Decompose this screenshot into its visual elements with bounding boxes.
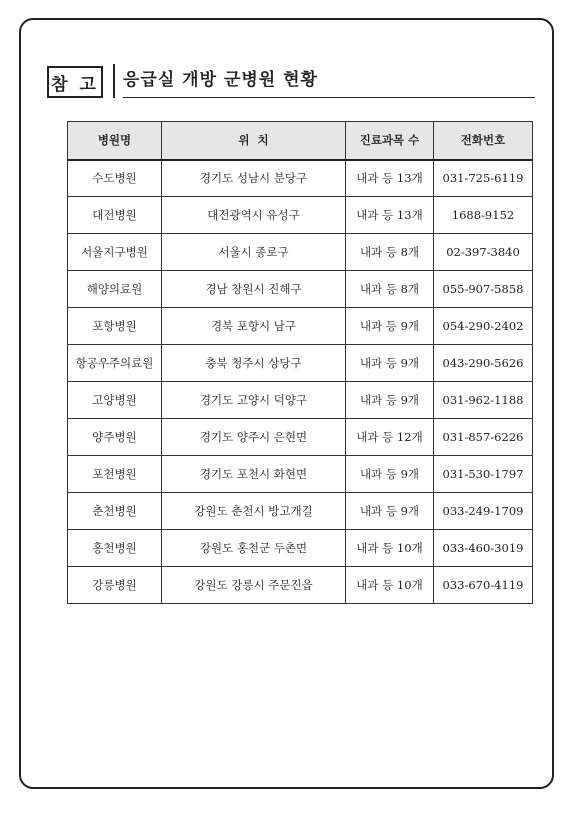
phone-cell: 055-907-5858 <box>434 271 533 308</box>
table-row <box>68 160 533 197</box>
location-cell: 강원도 강릉시 주문진읍 <box>162 567 346 604</box>
department-count-cell: 내과 등 9개 <box>346 308 434 345</box>
department-count-cell: 내과 등 13개 <box>346 197 434 234</box>
section-header <box>47 64 535 98</box>
table-row <box>68 197 533 234</box>
department-count-cell: 내과 등 10개 <box>346 567 434 604</box>
table-row <box>68 345 533 382</box>
hospital-name-cell: 춘천병원 <box>68 493 162 530</box>
department-count-cell: 내과 등 8개 <box>346 271 434 308</box>
table-row <box>68 419 533 456</box>
phone-cell: 031-857-6226 <box>434 419 533 456</box>
location-cell: 대전광역시 유성구 <box>162 197 346 234</box>
reference-tag: 참 고 <box>47 66 103 98</box>
location-cell: 경기도 양주시 은현면 <box>162 419 346 456</box>
hospital-name-cell: 해양의료원 <box>68 271 162 308</box>
hospital-name-cell: 포항병원 <box>68 308 162 345</box>
location-cell: 경북 포항시 남구 <box>162 308 346 345</box>
hospital-name-cell: 수도병원 <box>68 160 162 197</box>
location-cell: 충북 청주시 상당구 <box>162 345 346 382</box>
header-hospital-name: 병원명 <box>68 122 162 160</box>
department-count-cell: 내과 등 9개 <box>346 456 434 493</box>
location-cell: 서울시 종로구 <box>162 234 346 271</box>
phone-cell: 031-530-1797 <box>434 456 533 493</box>
hospital-table <box>67 121 533 604</box>
hospital-name-cell: 항공우주의료원 <box>68 345 162 382</box>
page-title: 응급실 개방 군병원 현황 <box>123 70 318 90</box>
location-cell: 강원도 춘천시 방고개길 <box>162 493 346 530</box>
table-row <box>68 382 533 419</box>
phone-cell: 033-249-1709 <box>434 493 533 530</box>
table-row <box>68 456 533 493</box>
location-cell: 경기도 포천시 화현면 <box>162 456 346 493</box>
hospital-name-cell: 강릉병원 <box>68 567 162 604</box>
header-location: 위 치 <box>162 122 346 160</box>
table-row <box>68 234 533 271</box>
department-count-cell: 내과 등 9개 <box>346 493 434 530</box>
hospital-name-cell: 서울지구병원 <box>68 234 162 271</box>
table-row <box>68 308 533 345</box>
table-row <box>68 567 533 604</box>
table-row <box>68 530 533 567</box>
location-cell: 경기도 성남시 분당구 <box>162 160 346 197</box>
hospital-name-cell: 고양병원 <box>68 382 162 419</box>
department-count-cell: 내과 등 9개 <box>346 345 434 382</box>
department-count-cell: 내과 등 10개 <box>346 530 434 567</box>
header-phone: 전화번호 <box>434 122 533 160</box>
department-count-cell: 내과 등 9개 <box>346 382 434 419</box>
phone-cell: 031-725-6119 <box>434 160 533 197</box>
hospital-name-cell: 양주병원 <box>68 419 162 456</box>
location-cell: 경남 창원시 진해구 <box>162 271 346 308</box>
table-row <box>68 271 533 308</box>
hospital-name-cell: 대전병원 <box>68 197 162 234</box>
department-count-cell: 내과 등 8개 <box>346 234 434 271</box>
phone-cell: 02-397-3840 <box>434 234 533 271</box>
header-divider <box>113 64 115 98</box>
location-cell: 강원도 홍천군 두촌면 <box>162 530 346 567</box>
phone-cell: 031-962-1188 <box>434 382 533 419</box>
header-department-count: 진료과목 수 <box>346 122 434 160</box>
hospital-name-cell: 포천병원 <box>68 456 162 493</box>
title-underline <box>123 69 535 98</box>
location-cell: 경기도 고양시 덕양구 <box>162 382 346 419</box>
phone-cell: 1688-9152 <box>434 197 533 234</box>
table-header-row <box>68 122 533 160</box>
department-count-cell: 내과 등 12개 <box>346 419 434 456</box>
hospital-name-cell: 홍천병원 <box>68 530 162 567</box>
department-count-cell: 내과 등 13개 <box>346 160 434 197</box>
phone-cell: 033-460-3019 <box>434 530 533 567</box>
phone-cell: 054-290-2402 <box>434 308 533 345</box>
phone-cell: 043-290-5626 <box>434 345 533 382</box>
table-row <box>68 493 533 530</box>
phone-cell: 033-670-4119 <box>434 567 533 604</box>
